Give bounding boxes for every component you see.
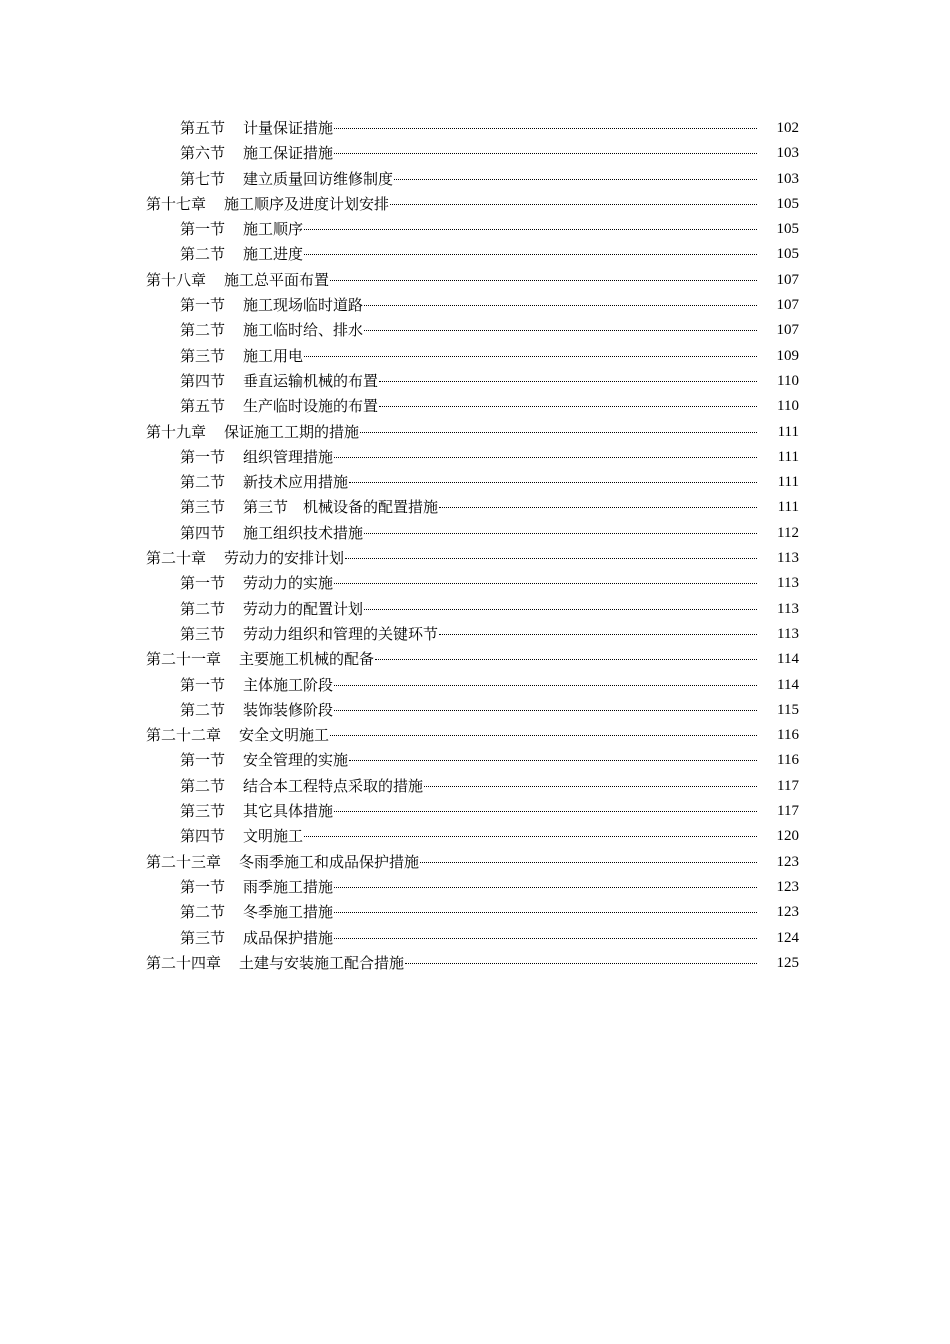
section-number: 第一节 (180, 877, 226, 896)
section-title: 劳动力的配置计划 (243, 599, 364, 618)
section-title: 第三节 机械设备的配置措施 (243, 498, 439, 517)
dot-leader (375, 659, 757, 660)
page-number: 103 (776, 170, 799, 187)
toc-section-entry[interactable] (0, 673, 950, 698)
section-number: 第三节 (180, 928, 226, 947)
page-number: 107 (776, 271, 799, 288)
toc-section-entry[interactable] (0, 445, 950, 470)
toc-entry-text (180, 293, 757, 318)
page-number: 111 (777, 423, 799, 440)
section-title: 装饰装修阶段 (243, 700, 334, 719)
toc-section-entry[interactable] (0, 698, 950, 723)
toc-chapter-entry[interactable] (0, 850, 950, 875)
section-number: 第三节 (180, 802, 226, 821)
dot-leader (334, 457, 757, 458)
page-number: 105 (776, 221, 799, 238)
dot-leader (334, 685, 757, 686)
toc-entry-text (146, 647, 757, 672)
page-number: 113 (777, 550, 799, 567)
section-title: 施工保证措施 (243, 144, 334, 163)
toc-section-entry[interactable] (0, 824, 950, 849)
chapter-title: 施工顺序及进度计划安排 (224, 194, 390, 213)
dot-leader (304, 356, 757, 357)
toc-entry-text (146, 951, 757, 976)
page-number: 107 (776, 322, 799, 339)
toc-section-entry[interactable] (0, 167, 950, 192)
page-number: 117 (777, 777, 799, 794)
section-number: 第六节 (180, 144, 226, 163)
dot-leader (334, 128, 757, 129)
page-number: 125 (776, 954, 799, 971)
toc-chapter-entry[interactable] (0, 192, 950, 217)
section-number: 第二节 (180, 321, 226, 340)
section-number: 第三节 (180, 346, 226, 365)
page-number: 113 (777, 600, 799, 617)
toc-section-entry[interactable] (0, 597, 950, 622)
section-number: 第四节 (180, 523, 226, 542)
dot-leader (405, 963, 757, 964)
dot-leader (439, 507, 757, 508)
section-number: 第五节 (180, 397, 226, 416)
page-number: 120 (776, 828, 799, 845)
section-number: 第四节 (180, 827, 226, 846)
toc-section-entry[interactable] (0, 369, 950, 394)
toc-entry-text (180, 141, 757, 166)
section-number: 第四节 (180, 371, 226, 390)
section-title: 文明施工 (243, 827, 304, 846)
toc-entry-text (146, 268, 757, 293)
page-number: 123 (776, 878, 799, 895)
page-number: 112 (777, 524, 799, 541)
toc-entry-text (180, 217, 757, 242)
page-number: 114 (777, 651, 799, 668)
toc-entry-text (180, 774, 757, 799)
toc-list (0, 116, 950, 976)
toc-section-entry[interactable] (0, 394, 950, 419)
chapter-title: 施工总平面布置 (224, 270, 330, 289)
section-number: 第二节 (180, 599, 226, 618)
section-title: 施工现场临时道路 (243, 296, 364, 315)
section-title: 垂直运输机械的布置 (243, 371, 379, 390)
dot-leader (334, 938, 757, 939)
chapter-number: 第二十三章 (146, 852, 222, 871)
section-number: 第二节 (180, 903, 226, 922)
section-title: 其它具体措施 (243, 802, 334, 821)
page-number: 111 (777, 474, 799, 491)
dot-leader (439, 634, 757, 635)
toc-chapter-entry[interactable] (0, 268, 950, 293)
toc-section-entry[interactable] (0, 470, 950, 495)
page-number: 114 (777, 676, 799, 693)
toc-entry-text (180, 622, 757, 647)
section-title: 组织管理措施 (243, 447, 334, 466)
toc-section-entry[interactable] (0, 344, 950, 369)
page-number: 105 (776, 246, 799, 263)
section-number: 第一节 (180, 447, 226, 466)
chapter-title: 主要施工机械的配备 (239, 650, 375, 669)
toc-entry-text (180, 445, 757, 470)
toc-entry-text (180, 597, 757, 622)
table-of-contents (0, 116, 950, 976)
dot-leader (424, 786, 757, 787)
section-number: 第五节 (180, 119, 226, 137)
toc-entry-text (146, 546, 757, 571)
toc-section-entry[interactable] (0, 116, 950, 141)
toc-section-entry[interactable] (0, 495, 950, 520)
chapter-number: 第二十一章 (146, 650, 222, 669)
toc-entry-text (180, 521, 757, 546)
dot-leader (394, 179, 757, 180)
page-number: 105 (776, 195, 799, 212)
dot-leader (334, 583, 757, 584)
toc-chapter-entry[interactable] (0, 647, 950, 672)
chapter-title: 劳动力的安排计划 (224, 549, 345, 568)
toc-entry-text (180, 167, 757, 192)
toc-entry-text (180, 875, 757, 900)
section-title: 成品保护措施 (243, 928, 334, 947)
section-title: 结合本工程特点采取的措施 (243, 776, 424, 795)
dot-leader (364, 305, 757, 306)
section-title: 施工用电 (243, 346, 304, 365)
dot-leader (349, 760, 757, 761)
page-number: 116 (777, 727, 799, 744)
dot-leader (334, 887, 757, 888)
page-number: 107 (776, 297, 799, 314)
section-number: 第二节 (180, 776, 226, 795)
page-number: 113 (777, 575, 799, 592)
section-title: 安全管理的实施 (243, 751, 349, 770)
dot-leader (420, 862, 757, 863)
toc-entry-text (180, 571, 757, 596)
chapter-number: 第二十四章 (146, 953, 222, 972)
chapter-number: 第十九章 (146, 422, 207, 441)
page-number: 117 (777, 803, 799, 820)
section-title: 建立质量回访维修制度 (243, 169, 394, 188)
dot-leader (360, 432, 757, 433)
toc-section-entry[interactable] (0, 875, 950, 900)
dot-leader (379, 406, 757, 407)
section-number: 第一节 (180, 296, 226, 315)
page-number: 111 (777, 448, 799, 465)
dot-leader (304, 229, 757, 230)
page-number: 102 (776, 120, 799, 136)
toc-entry-text (180, 470, 757, 495)
section-number: 第三节 (180, 498, 226, 517)
section-number: 第一节 (180, 220, 226, 239)
page-number: 113 (777, 625, 799, 642)
page-number: 110 (777, 372, 799, 389)
toc-entry-text (180, 698, 757, 723)
section-title: 计量保证措施 (243, 119, 334, 137)
section-title: 主体施工阶段 (243, 675, 334, 694)
section-title: 施工进度 (243, 245, 304, 264)
toc-section-entry[interactable] (0, 622, 950, 647)
dot-leader (364, 330, 757, 331)
chapter-number: 第二十章 (146, 549, 207, 568)
toc-entry-text (180, 344, 757, 369)
toc-entry-text (180, 900, 757, 925)
toc-entry-text (180, 369, 757, 394)
section-number: 第三节 (180, 624, 226, 643)
toc-entry-text (146, 192, 757, 217)
toc-chapter-entry[interactable] (0, 546, 950, 571)
toc-section-entry[interactable] (0, 217, 950, 242)
toc-section-entry[interactable] (0, 293, 950, 318)
chapter-title: 保证施工工期的措施 (224, 422, 360, 441)
section-number: 第一节 (180, 751, 226, 770)
dot-leader (390, 204, 757, 205)
toc-entry-text (180, 673, 757, 698)
dot-leader (345, 558, 757, 559)
dot-leader (330, 735, 757, 736)
toc-entry-text (180, 318, 757, 343)
toc-section-entry[interactable] (0, 242, 950, 267)
dot-leader (379, 381, 757, 382)
page-number: 123 (776, 904, 799, 921)
section-number: 第一节 (180, 574, 226, 593)
toc-entry-text (180, 926, 757, 951)
dot-leader (334, 710, 757, 711)
section-title: 生产临时设施的布置 (243, 397, 379, 416)
section-title: 劳动力的实施 (243, 574, 334, 593)
toc-entry-text (146, 850, 757, 875)
toc-section-entry[interactable] (0, 141, 950, 166)
dot-leader (334, 811, 757, 812)
dot-leader (364, 609, 757, 610)
dot-leader (304, 254, 757, 255)
section-title: 新技术应用措施 (243, 473, 349, 492)
dot-leader (334, 153, 757, 154)
toc-entry-text (146, 723, 757, 748)
page-number: 111 (777, 499, 799, 516)
toc-entry-text (180, 242, 757, 267)
dot-leader (349, 482, 757, 483)
section-number: 第一节 (180, 675, 226, 694)
section-title: 劳动力组织和管理的关键环节 (243, 624, 439, 643)
page-number: 110 (777, 398, 799, 415)
section-title: 施工顺序 (243, 220, 304, 239)
chapter-number: 第十七章 (146, 194, 207, 213)
chapter-number: 第十八章 (146, 270, 207, 289)
chapter-title: 土建与安装施工配合措施 (239, 953, 405, 972)
toc-section-entry[interactable] (0, 799, 950, 824)
toc-chapter-entry[interactable] (0, 951, 950, 976)
toc-section-entry[interactable] (0, 521, 950, 546)
dot-leader (330, 280, 757, 281)
toc-section-entry[interactable] (0, 774, 950, 799)
toc-section-entry[interactable] (0, 748, 950, 773)
section-number: 第二节 (180, 700, 226, 719)
page-number: 109 (776, 347, 799, 364)
page-number: 116 (777, 752, 799, 769)
toc-entry-text (146, 420, 757, 445)
section-number: 第七节 (180, 169, 226, 188)
toc-entry-text (180, 116, 757, 141)
toc-entry-text (180, 394, 757, 419)
toc-section-entry[interactable] (0, 318, 950, 343)
toc-section-entry[interactable] (0, 571, 950, 596)
page-number: 103 (776, 145, 799, 162)
chapter-title: 冬雨季施工和成品保护措施 (239, 852, 420, 871)
section-title: 施工临时给、排水 (243, 321, 364, 340)
section-title: 施工组织技术措施 (243, 523, 364, 542)
toc-entry-text (180, 824, 757, 849)
section-number: 第二节 (180, 245, 226, 264)
dot-leader (334, 912, 757, 913)
dot-leader (304, 836, 757, 837)
toc-section-entry[interactable] (0, 926, 950, 951)
page-number: 124 (776, 929, 799, 946)
toc-chapter-entry[interactable] (0, 420, 950, 445)
chapter-number: 第二十二章 (146, 726, 222, 745)
toc-entry-text (180, 748, 757, 773)
toc-section-entry[interactable] (0, 900, 950, 925)
section-number: 第二节 (180, 473, 226, 492)
chapter-title: 安全文明施工 (239, 726, 330, 745)
toc-entry-text (180, 495, 757, 520)
section-title: 雨季施工措施 (243, 877, 334, 896)
toc-entry-text (180, 799, 757, 824)
section-title: 冬季施工措施 (243, 903, 334, 922)
page-number: 123 (776, 853, 799, 870)
page-number: 115 (777, 701, 799, 718)
toc-chapter-entry[interactable] (0, 723, 950, 748)
dot-leader (364, 533, 757, 534)
